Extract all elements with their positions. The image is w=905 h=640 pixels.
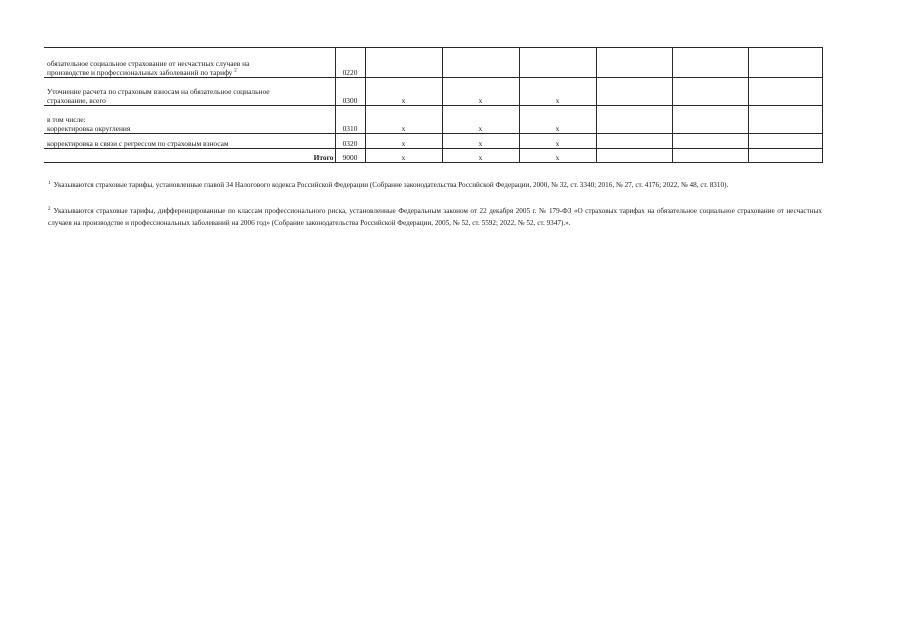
footnote-mark: 2 [48, 206, 51, 212]
row-name-cell [44, 48, 335, 78]
report-table [44, 47, 823, 163]
row-code: 0320 [335, 134, 365, 149]
cell-value [442, 48, 519, 78]
row-name-cell [44, 106, 335, 134]
cell-empty [748, 48, 822, 78]
cell-value: x [365, 134, 442, 149]
cell-empty [596, 48, 672, 78]
table-row [44, 78, 822, 106]
cell-empty [672, 149, 748, 163]
row-code: 0220 [335, 48, 365, 78]
cell-empty [672, 106, 748, 134]
cell-empty [748, 78, 822, 106]
cell-empty [596, 134, 672, 149]
cell-value: x [442, 149, 519, 163]
row-name-line2: корректировка округления [47, 124, 131, 133]
cell-empty [672, 78, 748, 106]
table-row [44, 48, 822, 78]
total-label: Итого [44, 149, 335, 163]
cell-empty [596, 149, 672, 163]
footnote-1 [48, 179, 822, 191]
row-code: 9000 [335, 149, 365, 163]
cell-value: x [365, 78, 442, 106]
cell-value: x [442, 78, 519, 106]
footnote-text: Указываются страховые тарифы, установленные главой 34 Налогового кодекса Российской Федерации (Собрание законодательства Российской Федерации, 2000, № 32, ст. 3340; 2016, № 27, ст. 4176; 2022, № 48, ст. 8310). [53, 181, 729, 189]
cell-empty [596, 106, 672, 134]
cell-value: x [442, 134, 519, 149]
row-name-line1: обязательное социальное страхование от несчастных случаев на [47, 59, 250, 68]
cell-value: x [519, 134, 596, 149]
cell-value [365, 48, 442, 78]
row-name-cell [44, 78, 335, 106]
cell-value [519, 48, 596, 78]
row-name-line2: производстве и профессиональных заболеваний по тарифу [47, 68, 233, 77]
footnote-2 [48, 205, 822, 229]
cell-empty [672, 48, 748, 78]
cell-value: x [519, 106, 596, 134]
table-row [44, 134, 822, 149]
row-name-line1: в том числе: [47, 115, 86, 124]
row-name-line1: Уточнение расчета по страховым взносам на обязательное социальное [47, 87, 270, 96]
footnote-mark: 1 [48, 180, 51, 186]
cell-value: x [365, 149, 442, 163]
cell-empty [748, 149, 822, 163]
cell-empty [748, 134, 822, 149]
cell-value: x [519, 78, 596, 106]
row-code: 0300 [335, 78, 365, 106]
cell-empty [748, 106, 822, 134]
row-code: 0310 [335, 106, 365, 134]
cell-value: x [365, 106, 442, 134]
cell-value: x [442, 106, 519, 134]
row-name-line1: корректировка в связи с регрессом по страховым взносам [47, 139, 229, 148]
footnote-text: Указываются страховые тарифы, дифференцированные по классам профессионального риска, установленные Федеральным законом от 22 декабря 2005 г. № 179-ФЗ «О страховых тарифах на обязательное социальное страхование от несчастных случаев на производстве и профессиональных заболеваний на 2006 год» (Собрание законодательства Российской Федерации, 2005, № 52, ст. 5592; 2022, № 52, ст. 9347).». [48, 207, 822, 227]
cell-value: x [519, 149, 596, 163]
table-row-total [44, 149, 822, 163]
row-name-cell [44, 134, 335, 149]
table-row [44, 106, 822, 134]
cell-empty [672, 134, 748, 149]
cell-empty [596, 78, 672, 106]
footnote-reference: 2 [234, 68, 237, 74]
row-name-line2: страхование, всего [47, 96, 106, 105]
